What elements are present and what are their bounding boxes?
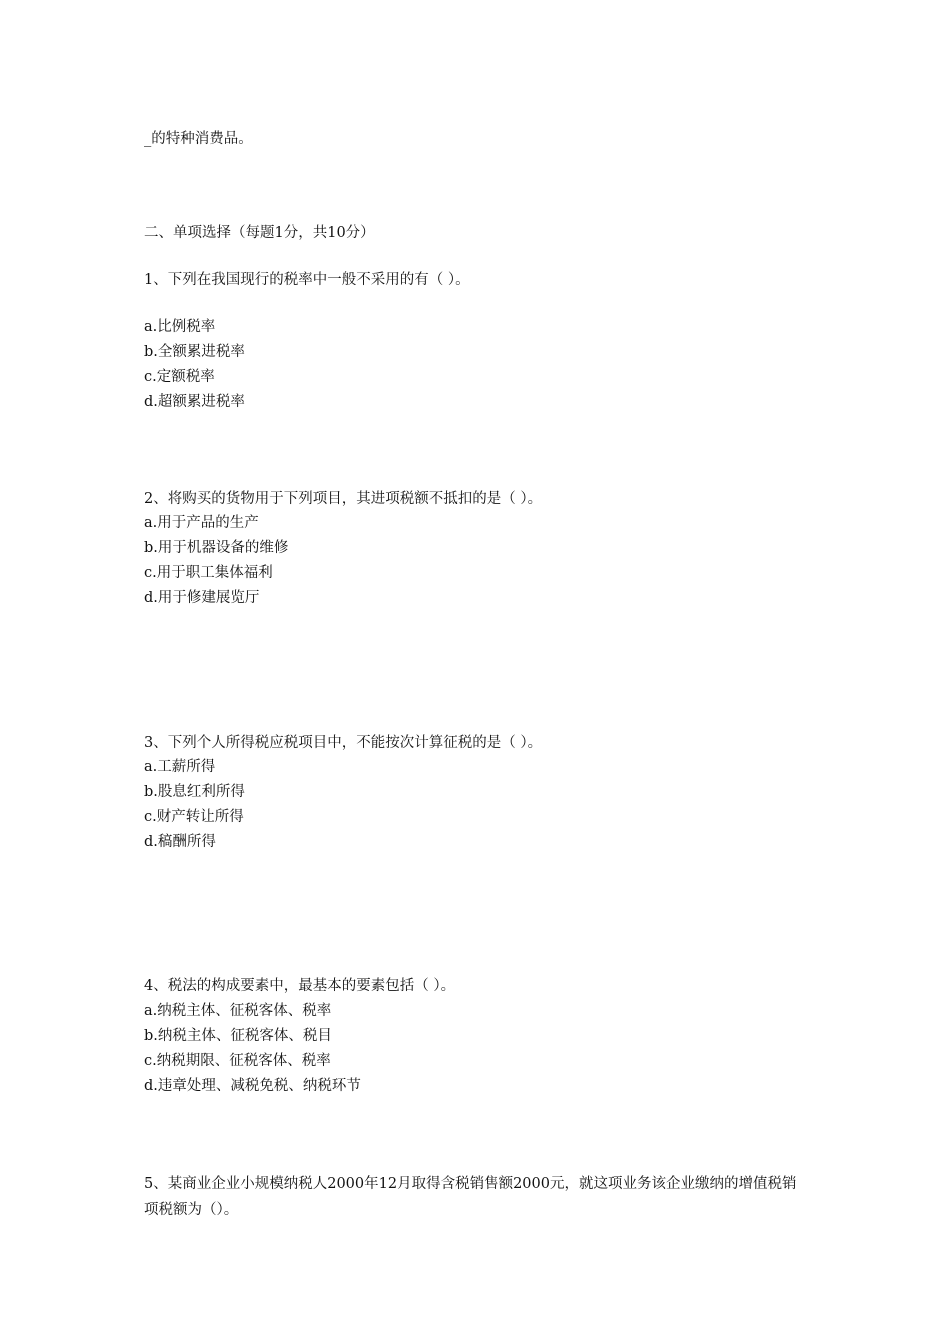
question-3-option-c: c.财产转让所得: [144, 809, 244, 825]
question-2-stem: 2、将购买的货物用于下列项目，其进项税额不抵扣的是（ ）。: [144, 491, 543, 507]
question-2-option-d: d.用于修建展览厅: [144, 590, 260, 606]
question-1-stem: 1、下列在我国现行的税率中一般不采用的有（ ）。: [144, 272, 470, 288]
question-2-option-a: a.用于产品的生产: [144, 515, 259, 531]
section-title: 二、单项选择（每题1分，共10分）: [144, 225, 375, 241]
question-4-option-b: b.纳税主体、征税客体、税目: [144, 1028, 332, 1044]
question-4-option-a: a.纳税主体、征税客体、税率: [144, 1003, 332, 1019]
question-3-option-d: d.稿酬所得: [144, 834, 216, 850]
question-5-stem: 5、某商业企业小规模纳税人2000年12月取得含税销售额2000元，就这项业务该企业缴纳的增值税销项税额为（）。: [144, 1176, 797, 1218]
question-3-option-a: a.工薪所得: [144, 759, 216, 775]
question-2-option-c: c.用于职工集体福利: [144, 565, 273, 581]
fragment-text: _的特种消费品。: [144, 131, 253, 147]
question-1-option-d: d.超额累进税率: [144, 394, 245, 410]
question-3-option-b: b.股息红利所得: [144, 784, 245, 800]
question-4-option-c: c.纳税期限、征税客体、税率: [144, 1053, 331, 1069]
question-3-stem: 3、下列个人所得税应税项目中，不能按次计算征税的是（ ）。: [144, 735, 543, 751]
question-2-option-b: b.用于机器设备的维修: [144, 540, 289, 556]
question-4-stem: 4、税法的构成要素中，最基本的要素包括（ ）。: [144, 978, 456, 994]
question-4-option-d: d.违章处理、减税免税、纳税环节: [144, 1078, 361, 1094]
question-1-option-b: b.全额累进税率: [144, 344, 245, 360]
question-1-option-c: c.定额税率: [144, 369, 215, 385]
question-1-option-a: a.比例税率: [144, 319, 216, 335]
